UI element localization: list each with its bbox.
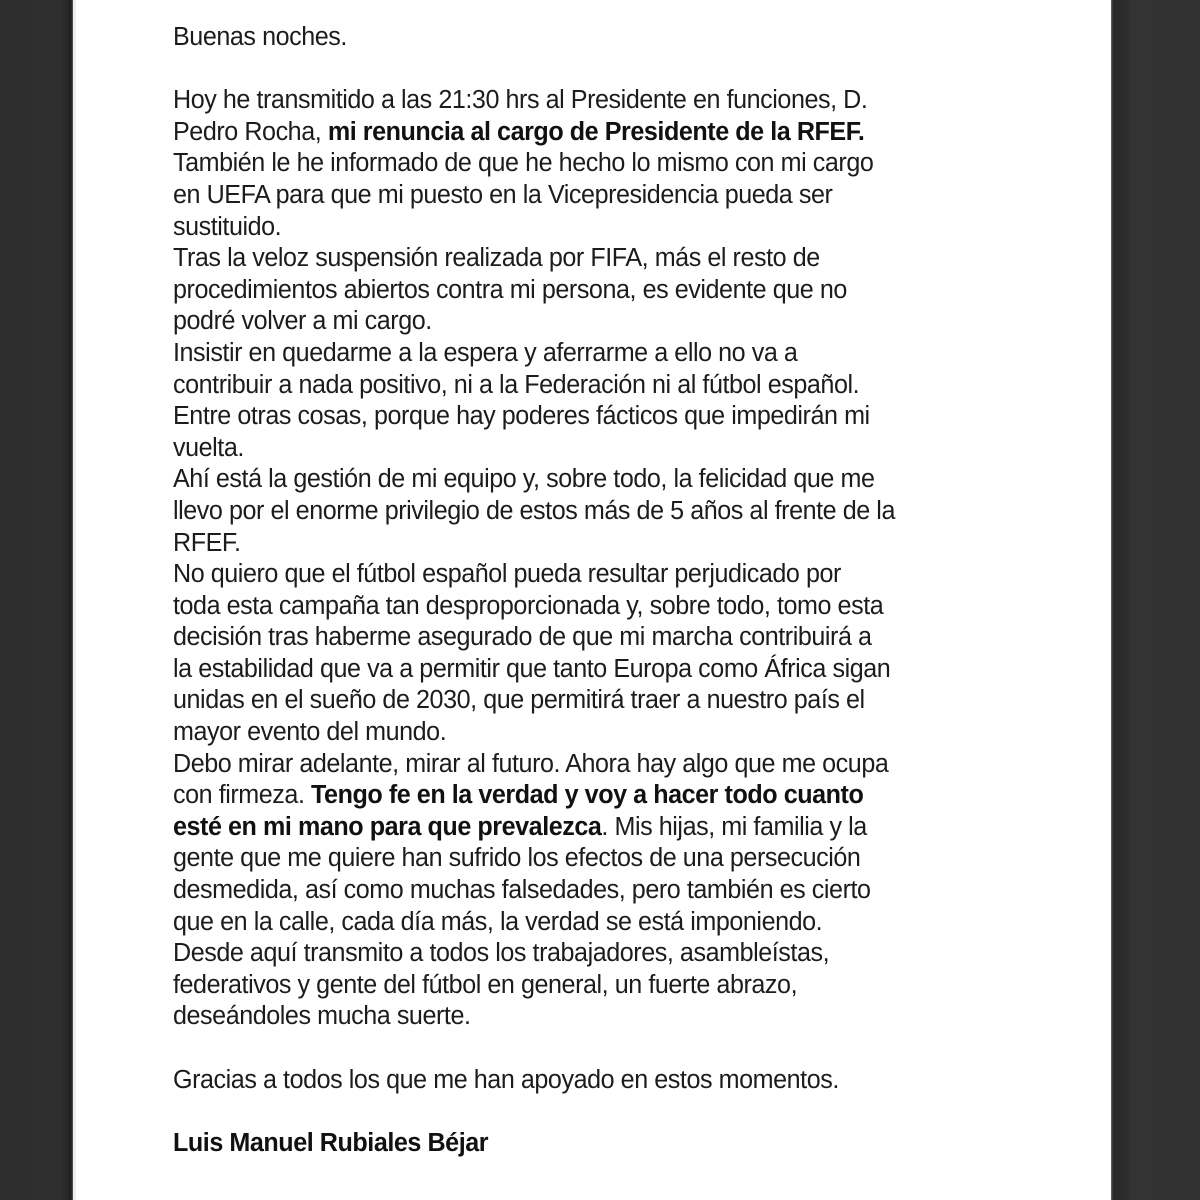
text-line	[173, 180, 1060, 212]
bold-text-segment: Tengo fe en la verdad y voy a hacer todo cuanto	[311, 781, 864, 810]
text-line	[173, 401, 1060, 433]
text-line	[173, 875, 1060, 907]
text-line	[173, 496, 1060, 528]
text-segment: No quiero que el fútbol español pueda resultar perjudicado por	[173, 560, 841, 589]
text-line	[173, 117, 1060, 149]
text-line	[173, 148, 1060, 180]
text-segment: podré volver a mi cargo.	[173, 307, 432, 336]
greeting: Buenas noches.	[173, 23, 347, 51]
text-segment: Debo mirar adelante, mirar al futuro. Ahora hay algo que me ocupa	[173, 749, 889, 778]
text-line	[173, 528, 1060, 560]
text-segment: decisión tras haberme asegurado de que mi marcha contribuirá a	[173, 623, 872, 652]
text-segment: Ahí está la gestión de mi equipo y, sobre todo, la felicidad que me	[173, 465, 875, 494]
text-segment: Insistir en quedarme a la espera y aferrarme a ello no va a	[173, 338, 798, 367]
text-segment: RFEF.	[173, 528, 241, 557]
closing-line: Gracias a todos los que me han apoyado en estos momentos.	[173, 1065, 839, 1094]
text-line	[173, 243, 1060, 275]
text-segment: en UEFA para que mi puesto en la Vicepresidencia pueda ser	[173, 180, 833, 209]
text-line	[173, 212, 1060, 244]
letter-main-text	[173, 85, 1060, 1033]
text-segment: Tras la veloz suspensión realizada por FIFA, más el resto de	[173, 244, 820, 273]
document-page	[73, 0, 1111, 1200]
text-segment: gente que me quiere han sufrido los efectos de una persecución	[173, 844, 861, 873]
text-line	[173, 843, 1060, 875]
text-segment: con firmeza.	[173, 781, 312, 810]
text-line	[173, 559, 1060, 591]
text-line	[173, 812, 1060, 844]
text-segment: sustituido.	[173, 212, 282, 241]
text-segment: . Mis hijas, mi familia y la	[601, 812, 867, 841]
text-segment: toda esta campaña tan desproporcionada y, sobre todo, tomo esta	[173, 591, 884, 620]
paragraph-spacer	[173, 1033, 1060, 1065]
text-segment: desmedida, así como muchas falsedades, pero también es cierto	[173, 876, 871, 905]
text-line	[173, 654, 1060, 686]
right-frame-border	[1111, 0, 1200, 1200]
text-segment: Hoy he transmitido a las 21:30 hrs al Presidente en funciones, D.	[173, 86, 868, 115]
text-line	[173, 85, 1060, 117]
text-line	[173, 938, 1060, 970]
text-line	[173, 433, 1060, 465]
text-segment: vuelta.	[173, 433, 244, 462]
text-segment: Entre otras cosas, porque hay poderes fácticos que impedirán mi	[173, 402, 870, 431]
text-segment: que en la calle, cada día más, la verdad se está imponiendo.	[173, 907, 823, 936]
text-segment: Desde aquí transmito a todos los trabajadores, asambleístas,	[173, 939, 830, 968]
text-line	[173, 370, 1060, 402]
signature	[173, 1128, 1060, 1160]
text-segment: contribuir a nada positivo, ni a la Federación ni al fútbol español.	[173, 370, 860, 399]
text-segment: unidas en el sueño de 2030, que permitirá traer a nuestro país el	[173, 686, 865, 715]
text-line	[173, 591, 1060, 623]
text-line	[173, 464, 1060, 496]
paragraph-spacer	[173, 54, 1060, 86]
text-line	[173, 717, 1060, 749]
text-segment: la estabilidad que va a permitir que tanto Europa como África sigan	[173, 654, 891, 683]
text-segment: llevo por el enorme privilegio de estos más de 5 años al frente de la	[173, 496, 895, 525]
text-segment: Pedro Rocha,	[173, 117, 328, 146]
text-segment: federativos y gente del fútbol en general, un fuerte abrazo,	[173, 970, 798, 999]
signature-name: Luis Manuel Rubiales Béjar	[173, 1128, 489, 1157]
text-line	[173, 749, 1060, 781]
text-line	[173, 970, 1060, 1002]
text-segment: También le he informado de que he hecho lo mismo con mi cargo	[173, 149, 874, 178]
text-line	[173, 338, 1060, 370]
text-segment: mayor evento del mundo.	[173, 718, 447, 747]
text-line	[173, 780, 1060, 812]
text-segment: deseándoles mucha suerte.	[173, 1002, 471, 1031]
letter-body	[173, 22, 1060, 1159]
left-frame-border	[0, 0, 73, 1200]
paragraph-spacer	[173, 1096, 1060, 1128]
bold-text-segment: esté en mi mano para que prevalezca	[173, 812, 602, 841]
text-segment: procedimientos abiertos contra mi persona, es evidente que no	[173, 275, 847, 304]
text-line	[173, 685, 1060, 717]
text-line	[173, 1001, 1060, 1033]
text-line	[173, 275, 1060, 307]
text-line	[173, 622, 1060, 654]
bold-text-segment: mi renuncia al cargo de Presidente de la RFEF.	[327, 117, 865, 146]
text-line	[173, 306, 1060, 338]
text-line	[173, 907, 1060, 939]
